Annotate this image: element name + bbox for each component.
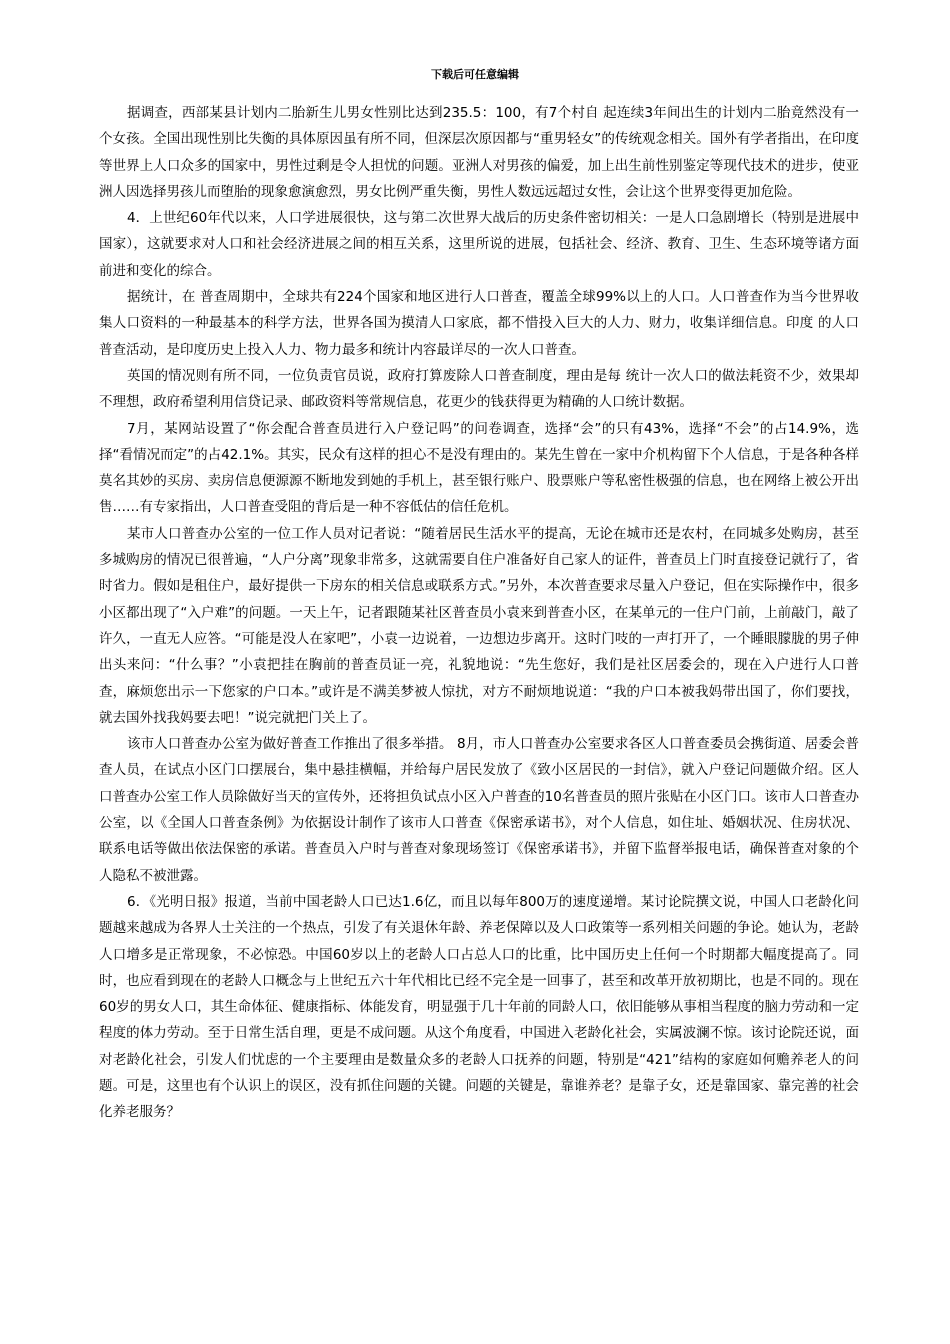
paragraph: 该市人口普查办公室为做好普查工作推出了很多举措。 8月，市人口普查办公室要求各区人口普查委员会携街道、居委会普查人员，在试点小区门口摆展台，集中悬挂横幅，并给每户居民发放了《致小区居民的一封信》，就入户登记问题做介绍。区人口普查办公室工作人员除做好当天的宣传外，还将担负试点小区入户普查的10名普查员的照片张贴在小区门口。该市人口普查办公室，以《全国人口普查条例》为依据设计制作了该市人口普查《保密承诺书》，对个人信息，如住址、婚姻状况、住房状况、联系电话等做出依法保密的承诺。普查员入户时与普查对象现场签订《保密承诺书》，并留下监督举报电话，确保普查对象的个人隐私不被泄露。 <box>99 736 859 884</box>
paragraph: 据调查，西部某县计划内二胎新生儿男女性别比达到235.5：100，有7个村自 起连续3年间出生的计划内二胎竟然没有一个女孩。全国出现性别比失衡的具体原因虽有所不同，但深层次原因都与“重男轻女”的传统观念相关。国外有学者指出，在印度等世界上人口众多的国家中，男性过剩是令人担忧的问题。亚洲人对男孩的偏爱，加上出生前性别鉴定等现代技术的进步，使亚洲人因选择男孩儿而堕胎的现象愈演愈烈，男女比例严重失衡，男性人数远远超过女性，会让这个世界变得更加危险。 <box>99 105 859 200</box>
paragraph: 某市人口普查办公室的一位工作人员对记者说：“随着居民生活水平的提高，无论在城市还是农村，在同城多处购房，甚至多城购房的情况已很普遍，“人户分离”现象非常多，这就需要自住户准备好自己家人的证件，普查员上门时直接登记就行了，省时省力。假如是租住户，最好提供一下房东的相关信息或联系方式。”另外，本次普查要求尽量入户登记，但在实际操作中，很多小区都出现了“入户难”的问题。一天上午，记者跟随某社区普查员小袁来到普查小区，在某单元的一住户门前，上前敲门，敲了许久，一直无人应答。“可能是没人在家吧”，小袁一边说着，一边想边步离开。这时门吱的一声打开了，一个睡眼朦胧的男子伸出头来问：“什么事？”小袁把挂在胸前的普查员证一亮，礼貌地说：“先生您好，我们是社区居委会的，现在入户进行人口普查，麻烦您出示一下您家的户口本。”或许是不满美梦被人惊扰，对方不耐烦地说道：“我的户口本被我妈带出国了，你们要找，就去国外找我妈要去吧！”说完就把门关上了。 <box>99 525 859 726</box>
paragraph: 据统计，在 普查周期中，全球共有224个国家和地区进行人口普查，覆盖全球99%以上的人口。人口普查作为当今世界收集人口资料的一种最基本的科学方法，世界各国为摸清人口家底，都不惜投入巨大的人力、财力，收集详细信息。印度 的人口普查活动，是印度历史上投入人力、物力最多和统计内容最详尽的一次人口普查。 <box>99 289 859 358</box>
paragraph: 英国的情况则有所不同，一位负责官员说，政府打算废除人口普查制度，理由是每 统计一次人口的做法耗资不少，效果却不理想，政府希望利用信贷记录、邮政资料等常规信息，花更少的钱获得更为精确的人口统计数据。 <box>99 367 859 411</box>
paragraph: 7月，某网站设置了“你会配合普查员进行入户登记吗”的问卷调查，选择“会”的只有43%，选择“不会”的占14.9%，选择“看情况而定”的占42.1%。其实，民众有这样的担心不是没有理由的。某先生曾在一家中介机构留下个人信息，于是各种各样莫名其妙的买房、卖房信息便源源不断地发到她的手机上，甚至银行账户、股票账户等私密性极强的信息，也在网络上被公开出售……有专家指出，人口普查受阻的背后是一种不容低估的信任危机。 <box>99 420 859 516</box>
page-header: 下载后可任意编辑 <box>431 68 519 81</box>
document-body <box>99 100 859 1126</box>
paragraph: 6．《光明日报》报道，当前中国老龄人口已达1.6亿，而且以每年800万的速度递增。某讨论院撰文说，中国人口老龄化问题越来越成为各界人士关注的一个热点，引发了有关退休年龄、养老保障以及人口政策等一系列相关问题的争论。她认为，老龄人口增多是正常现象，不必惊恐。中国60岁以上的老龄人口占总人口的比重，比中国历史上任何一个时期都大幅度提高了。同时，也应看到现在的老龄人口概念与上世纪五六十年代相比已经不完全是一回事了，甚至和改革开放初期比，也是不同的。现在60岁的男女人口，其生命体征、健康指标、体能发育，明显强于几十年前的同龄人口，依旧能够从事相当程度的脑力劳动和一定程度的体力劳动。至于日常生活自理，更是不成问题。从这个角度看，中国进入老龄化社会，实属波澜不惊。该讨论院还说，面对老龄化社会，引发人们忧虑的一个主要理由是数量众多的老龄人口抚养的问题，特别是“421”结构的家庭如何赡养老人的问题。可是，这里也有个认识上的误区，没有抓住问题的关键。问题的关键是，靠谁养老？是靠子女，还是靠国家、靠完善的社会化养老服务？ <box>99 893 859 1121</box>
paragraph: 4．上世纪60年代以来，人口学进展很快，这与第二次世界大战后的历史条件密切相关：一是人口急剧增长（特别是进展中国家），这就要求对人口和社会经济进展之间的相互关系，这里所说的进展，包括社会、经济、教育、卫生、生态环境等诸方面前进和变化的综合。 <box>99 210 859 279</box>
